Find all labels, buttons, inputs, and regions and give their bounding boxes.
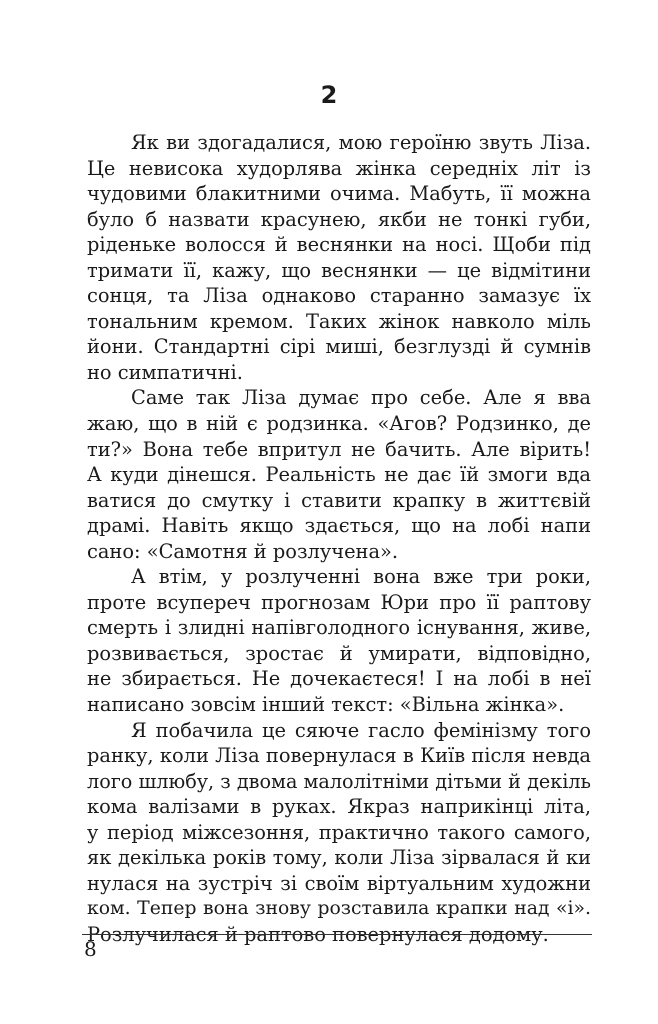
- text-line: розвивається, зростає й умирати, відповідно,: [87, 641, 591, 665]
- text-line: лого шлюбу, з двома малолітніми дітьми й декіль: [87, 769, 591, 793]
- text-line: проте всупереч прогнозам Юри про її раптову: [87, 590, 591, 614]
- text-line: було б назвати красунею, якби не тонкі губи,: [87, 207, 591, 231]
- text-line: тональним кремом. Таких жінок навколо міль: [87, 309, 591, 333]
- text-line: А втім, у розлученні вона вже три роки,: [131, 565, 591, 589]
- paragraph: [87, 130, 591, 385]
- footer-rule: [82, 934, 592, 935]
- text-line: сано: «Самотня й розлучена».: [87, 539, 399, 563]
- text-line: ріденьке волосся й веснянки на носі. Щоби під: [87, 233, 591, 257]
- text-line: йони. Стандартні сірі миші, безглузді й сумнів: [87, 335, 591, 359]
- text-line: но симпатичні.: [87, 360, 243, 384]
- text-line: ти?» Вона тебе впритул не бачить. Але вірить!: [87, 437, 591, 461]
- text-line: жаю, що в ній є родзинка. «Агов? Родзинко, де: [87, 412, 591, 436]
- text-line: не збирається. Не дочекаєтеся! І на лобі в неї: [87, 667, 591, 691]
- text-line: ватися до смутку і ставити крапку в життєвій: [87, 488, 591, 512]
- text-line: чудовими блакитними очима. Мабуть, її можна: [87, 182, 591, 206]
- text-line: драмі. Навіть якщо здається, що на лобі напи: [87, 514, 591, 538]
- text-line: Розлучилася й раптово повернулася додому.: [87, 922, 549, 946]
- text-line: Я побачила це сяюче гасло фемінізму того: [131, 718, 591, 742]
- text-line: написано зовсім інший текст: «Вільна жінка».: [87, 693, 565, 717]
- text-line: смерть і злидні напівголодного існування, живе,: [87, 616, 591, 640]
- text-line: ранку, коли Ліза повернулася в Київ після невда: [87, 744, 591, 768]
- paragraph: [87, 385, 591, 564]
- text-line: ком. Тепер вона знову розставила крапки над «і».: [87, 898, 591, 920]
- page-number: 8: [84, 937, 97, 961]
- text-line: у період міжсезоння, практично такого самого,: [87, 820, 591, 844]
- paragraph: [87, 718, 591, 948]
- text-line: як декілька років тому, коли Ліза зірвалася й ки: [87, 846, 591, 870]
- text-line: Як ви здогадалися, мою героїню звуть Ліза.: [131, 131, 591, 154]
- chapter-number: 2: [320, 81, 338, 109]
- text-line: сонця, та Ліза однаково старанно замазує їх: [87, 284, 591, 308]
- text-line: А куди дінешся. Реальність не дає їй змоги вда: [87, 463, 591, 487]
- text-line: кома валізами в руках. Якраз наприкінці літа,: [87, 795, 591, 819]
- text-line: Саме так Ліза думає про себе. Але я вва: [131, 386, 591, 410]
- text-line: нулася на зустріч зі своїм віртуальним художни: [87, 871, 591, 895]
- text-line: тримати її, кажу, що веснянки — це відмітини: [87, 258, 591, 282]
- body-text: [87, 130, 591, 948]
- paragraph: [87, 564, 591, 717]
- text-line: Це невисока худорлява жінка середніх літ із: [87, 156, 591, 180]
